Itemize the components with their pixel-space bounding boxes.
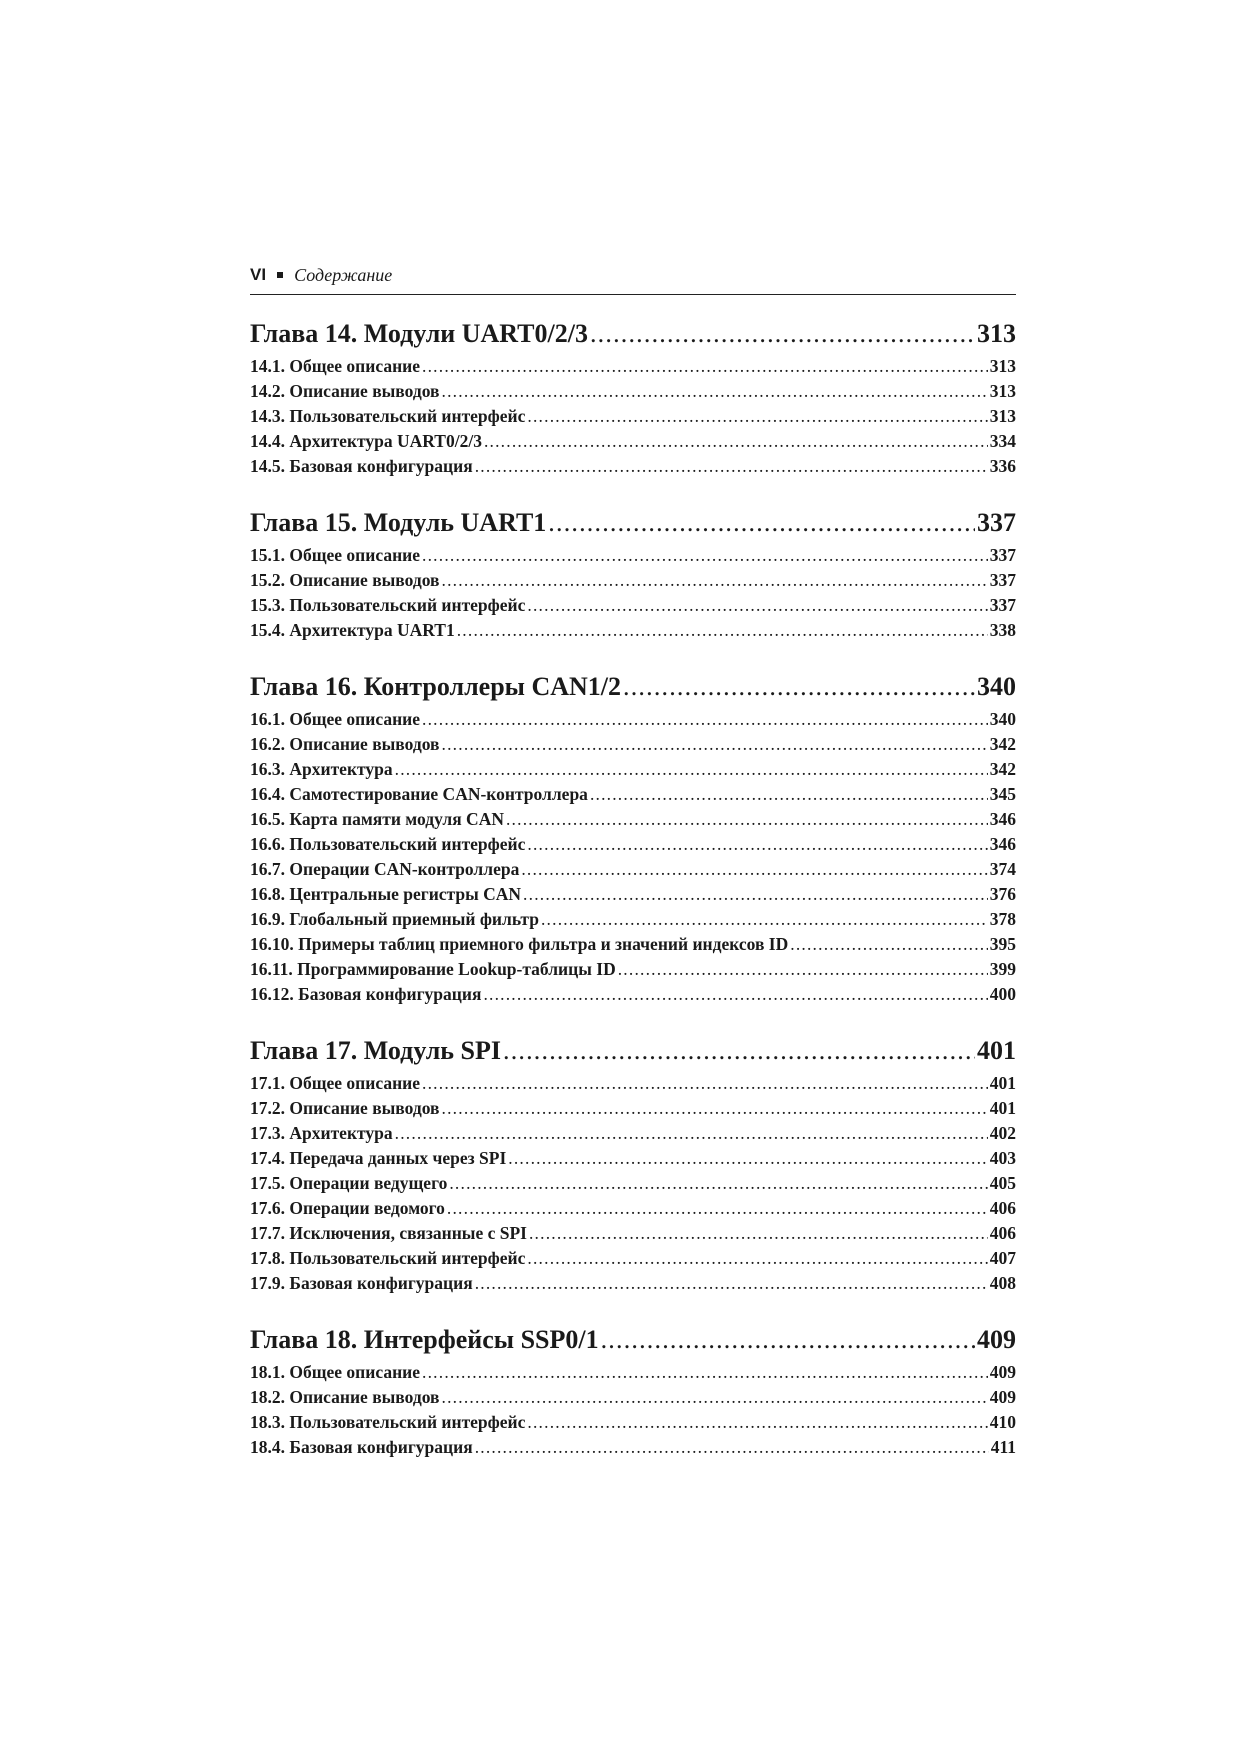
section-title: 18.3. Пользовательский интерфейс: [250, 1412, 526, 1432]
section-page-number: 313: [989, 381, 1016, 401]
section-title: 15.3. Пользовательский интерфейс: [250, 595, 526, 615]
dot-leader: [395, 1121, 988, 1146]
section-page-number: 400: [989, 984, 1016, 1004]
toc-entry[interactable]: [250, 429, 1016, 454]
toc-entry[interactable]: [250, 1221, 1016, 1246]
toc-entry[interactable]: [250, 982, 1016, 1007]
toc-entry[interactable]: [250, 807, 1016, 832]
toc-entry[interactable]: [250, 1271, 1016, 1296]
dot-leader: [484, 429, 988, 454]
chapter-title: Глава 14. Модули UART0/2/3: [250, 319, 588, 348]
toc-entry[interactable]: [250, 618, 1016, 643]
section-title: 17.4. Передача данных через SPI: [250, 1148, 507, 1168]
toc-entry[interactable]: [250, 707, 1016, 732]
section-page-number: 406: [989, 1223, 1016, 1243]
section-page-number: 407: [989, 1248, 1016, 1268]
dot-leader: [475, 1435, 989, 1460]
toc-entry[interactable]: [250, 379, 1016, 404]
section-title: 14.2. Описание выводов: [250, 381, 440, 401]
toc-chapter: [250, 1322, 1016, 1460]
toc-entry[interactable]: [250, 568, 1016, 593]
dot-leader: [422, 354, 988, 379]
toc-entry[interactable]: [250, 1071, 1016, 1096]
dot-leader: [447, 1196, 988, 1221]
section-title: 16.11. Программирование Lookup-таблицы ID: [250, 959, 616, 979]
section-page-number: 406: [989, 1198, 1016, 1218]
dot-leader: [590, 782, 988, 807]
section-page-number: 410: [989, 1412, 1016, 1432]
dot-leader: [422, 707, 988, 732]
dot-leader: [506, 807, 988, 832]
toc-entry[interactable]: [250, 1171, 1016, 1196]
section-title: 15.1. Общее описание: [250, 545, 421, 565]
toc-entry[interactable]: [250, 1360, 1016, 1385]
chapter-page-number: 340: [977, 672, 1016, 701]
section-page-number: 334: [989, 431, 1016, 451]
toc-entry[interactable]: [250, 593, 1016, 618]
toc-chapter: [250, 1033, 1016, 1296]
chapter-heading[interactable]: [250, 1033, 1016, 1069]
table-of-contents: [250, 316, 1016, 1486]
dot-leader: [422, 1071, 988, 1096]
section-page-number: 399: [989, 959, 1016, 979]
dot-leader: [442, 1096, 988, 1121]
chapter-title: Глава 17. Модуль SPI: [250, 1036, 501, 1065]
chapter-heading[interactable]: [250, 669, 1016, 705]
chapter-page-number: 409: [977, 1325, 1016, 1354]
dot-leader: [503, 1033, 975, 1069]
section-page-number: 313: [989, 406, 1016, 426]
dot-leader: [442, 1385, 988, 1410]
section-page-number: 403: [989, 1148, 1016, 1168]
running-header: [250, 264, 1016, 295]
chapter-page-number: 337: [977, 508, 1016, 537]
dot-leader: [529, 1221, 988, 1246]
section-page-number: 405: [989, 1173, 1016, 1193]
section-title: 16.1. Общее описание: [250, 709, 421, 729]
toc-entry[interactable]: [250, 1385, 1016, 1410]
dot-leader: [475, 1271, 988, 1296]
section-title: 17.2. Описание выводов: [250, 1098, 440, 1118]
toc-entry[interactable]: [250, 932, 1016, 957]
section-title: 14.3. Пользовательский интерфейс: [250, 406, 526, 426]
dot-leader: [790, 932, 988, 957]
chapter-heading[interactable]: [250, 505, 1016, 541]
section-page-number: 342: [989, 759, 1016, 779]
section-title: 14.5. Базовая конфигурация: [250, 456, 473, 476]
dot-leader: [422, 543, 988, 568]
toc-entry[interactable]: [250, 1196, 1016, 1221]
dot-leader: [508, 1146, 987, 1171]
dot-leader: [483, 982, 987, 1007]
dot-leader: [395, 757, 988, 782]
chapter-heading[interactable]: [250, 316, 1016, 352]
section-title: 14.4. Архитектура UART0/2/3: [250, 431, 482, 451]
chapter-title: Глава 15. Модуль UART1: [250, 508, 547, 537]
toc-entry[interactable]: [250, 1146, 1016, 1171]
toc-entry[interactable]: [250, 354, 1016, 379]
section-title: 17.6. Операции ведомого: [250, 1198, 445, 1218]
section-page-number: 395: [989, 934, 1016, 954]
section-page-number: 401: [989, 1073, 1016, 1093]
running-title: Содержание: [294, 265, 393, 285]
toc-entry[interactable]: [250, 1096, 1016, 1121]
dot-leader: [523, 882, 988, 907]
toc-entry[interactable]: [250, 1410, 1016, 1435]
dot-leader: [442, 568, 988, 593]
section-page-number: 409: [989, 1362, 1016, 1382]
section-page-number: 346: [989, 809, 1016, 829]
toc-entry[interactable]: [250, 404, 1016, 429]
section-title: 16.7. Операции CAN-контроллера: [250, 859, 520, 879]
section-page-number: 374: [989, 859, 1016, 879]
section-title: 16.3. Архитектура: [250, 759, 393, 779]
dot-leader: [527, 593, 987, 618]
section-page-number: 338: [989, 620, 1016, 640]
section-page-number: 401: [989, 1098, 1016, 1118]
toc-entry[interactable]: [250, 1121, 1016, 1146]
toc-entry[interactable]: [250, 543, 1016, 568]
section-title: 15.2. Описание выводов: [250, 570, 440, 590]
section-page-number: 411: [990, 1437, 1016, 1457]
section-title: 14.1. Общее описание: [250, 356, 421, 376]
toc-entry[interactable]: [250, 757, 1016, 782]
chapter-title: Глава 16. Контроллеры CAN1/2: [250, 672, 622, 701]
toc-entry[interactable]: [250, 832, 1016, 857]
toc-entry[interactable]: [250, 454, 1016, 479]
dot-leader: [449, 1171, 987, 1196]
toc-entry[interactable]: [250, 957, 1016, 982]
section-title: 17.1. Общее описание: [250, 1073, 421, 1093]
section-title: 16.4. Самотестирование CAN-контроллера: [250, 784, 588, 804]
section-page-number: 376: [989, 884, 1016, 904]
toc-entry[interactable]: [250, 1435, 1016, 1460]
section-title: 17.8. Пользовательский интерфейс: [250, 1248, 526, 1268]
section-page-number: 408: [989, 1273, 1016, 1293]
section-title: 17.3. Архитектура: [250, 1123, 393, 1143]
dot-leader: [521, 857, 987, 882]
dot-leader: [442, 732, 988, 757]
section-title: 16.12. Базовая конфигурация: [250, 984, 482, 1004]
dot-leader: [541, 907, 988, 932]
dot-leader: [475, 454, 988, 479]
toc-chapter: [250, 669, 1016, 1007]
section-page-number: 409: [989, 1387, 1016, 1407]
section-title: 16.5. Карта памяти модуля CAN: [250, 809, 504, 829]
toc-chapter: [250, 505, 1016, 643]
chapter-title: Глава 18. Интерфейсы SSP0/1: [250, 1325, 599, 1354]
section-title: 16.2. Описание выводов: [250, 734, 440, 754]
dot-leader: [527, 832, 987, 857]
dot-leader: [422, 1360, 988, 1385]
section-page-number: 337: [989, 595, 1016, 615]
section-title: 17.5. Операции ведущего: [250, 1173, 448, 1193]
dot-leader: [623, 669, 975, 705]
section-page-number: 313: [989, 356, 1016, 376]
square-bullet-icon: [277, 272, 283, 278]
toc-entry[interactable]: [250, 782, 1016, 807]
chapter-heading[interactable]: [250, 1322, 1016, 1358]
section-title: 16.6. Пользовательский интерфейс: [250, 834, 526, 854]
toc-entry[interactable]: [250, 857, 1016, 882]
dot-leader: [548, 505, 975, 541]
dot-leader: [527, 404, 987, 429]
section-title: 17.9. Базовая конфигурация: [250, 1273, 473, 1293]
chapter-page-number: 401: [977, 1036, 1016, 1065]
dot-leader: [590, 316, 975, 352]
dot-leader: [457, 618, 988, 643]
section-title: 16.10. Примеры таблиц приемного фильтра и значений индексов ID: [250, 934, 789, 954]
toc-chapter: [250, 316, 1016, 479]
section-page-number: 337: [989, 570, 1016, 590]
dot-leader: [527, 1410, 987, 1435]
section-page-number: 378: [989, 909, 1016, 929]
page-number: VI: [250, 265, 267, 284]
section-title: 17.7. Исключения, связанные с SPI: [250, 1223, 527, 1243]
dot-leader: [618, 957, 988, 982]
chapter-page-number: 313: [977, 319, 1016, 348]
section-title: 15.4. Архитектура UART1: [250, 620, 455, 640]
section-page-number: 346: [989, 834, 1016, 854]
section-title: 18.4. Базовая конфигурация: [250, 1437, 473, 1457]
section-page-number: 345: [989, 784, 1016, 804]
section-page-number: 336: [989, 456, 1016, 476]
section-title: 18.2. Описание выводов: [250, 1387, 440, 1407]
section-page-number: 342: [989, 734, 1016, 754]
dot-leader: [527, 1246, 987, 1271]
dot-leader: [601, 1322, 975, 1358]
section-title: 18.1. Общее описание: [250, 1362, 421, 1382]
section-page-number: 337: [989, 545, 1016, 565]
toc-entry[interactable]: [250, 732, 1016, 757]
section-page-number: 402: [989, 1123, 1016, 1143]
toc-entry[interactable]: [250, 907, 1016, 932]
section-page-number: 340: [989, 709, 1016, 729]
section-title: 16.8. Центральные регистры CAN: [250, 884, 522, 904]
dot-leader: [442, 379, 988, 404]
toc-entry[interactable]: [250, 882, 1016, 907]
toc-entry[interactable]: [250, 1246, 1016, 1271]
section-title: 16.9. Глобальный приемный фильтр: [250, 909, 539, 929]
